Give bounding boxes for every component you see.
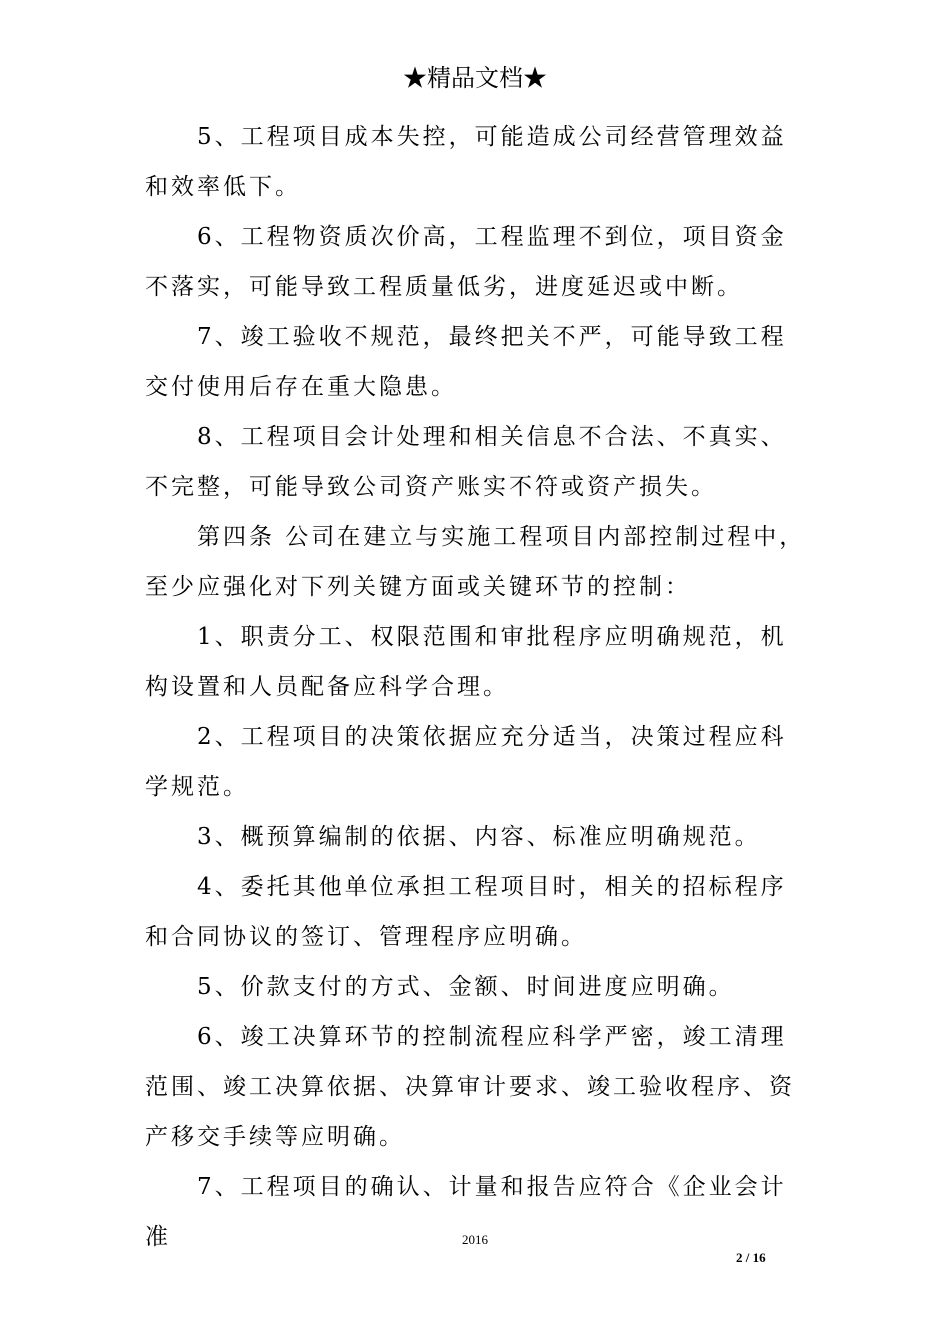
paragraph: 8、工程项目会计处理和相关信息不合法、不真实、不完整，可能导致公司资产账实不符或资产损失。 <box>145 424 787 500</box>
paragraph: 2、工程项目的决策依据应充分适当，决策过程应科学规范。 <box>145 724 787 800</box>
paragraph: 7、竣工验收不规范，最终把关不严，可能导致工程交付使用后存在重大隐患。 <box>145 324 787 400</box>
page-header-title: ★精品文档★ <box>403 64 547 92</box>
paragraph: 5、价款支付的方式、金额、时间进度应明确。 <box>197 974 735 1000</box>
paragraph: 6、竣工决算环节的控制流程应科学严密，竣工清理范围、竣工决算依据、决算审计要求、竣工验收程序、资产移交手续等应明确。 <box>145 1024 795 1150</box>
document-body <box>145 112 810 1262</box>
paragraph: 5、工程项目成本失控，可能造成公司经营管理效益和效率低下。 <box>145 124 787 200</box>
paragraph: 3、概预算编制的依据、内容、标准应明确规范。 <box>197 824 761 850</box>
paragraph: 6、工程物资质次价高，工程监理不到位，项目资金不落实，可能导致工程质量低劣，进度延迟或中断。 <box>145 224 787 300</box>
paragraph: 7、工程项目的确认、计量和报告应符合《企业会计准 <box>145 1174 787 1250</box>
footer-year: 2016 <box>462 1232 488 1247</box>
paragraph: 1、职责分工、权限范围和审批程序应明确规范，机构设置和人员配备应科学合理。 <box>145 624 787 700</box>
paragraph: 第四条 公司在建立与实施工程项目内部控制过程中，至少应强化对下列关键方面或关键环节的控制： <box>145 524 806 600</box>
page-number: 2 / 16 <box>736 1250 766 1265</box>
paragraph: 4、委托其他单位承担工程项目时，相关的招标程序和合同协议的签订、管理程序应明确。 <box>145 874 787 950</box>
